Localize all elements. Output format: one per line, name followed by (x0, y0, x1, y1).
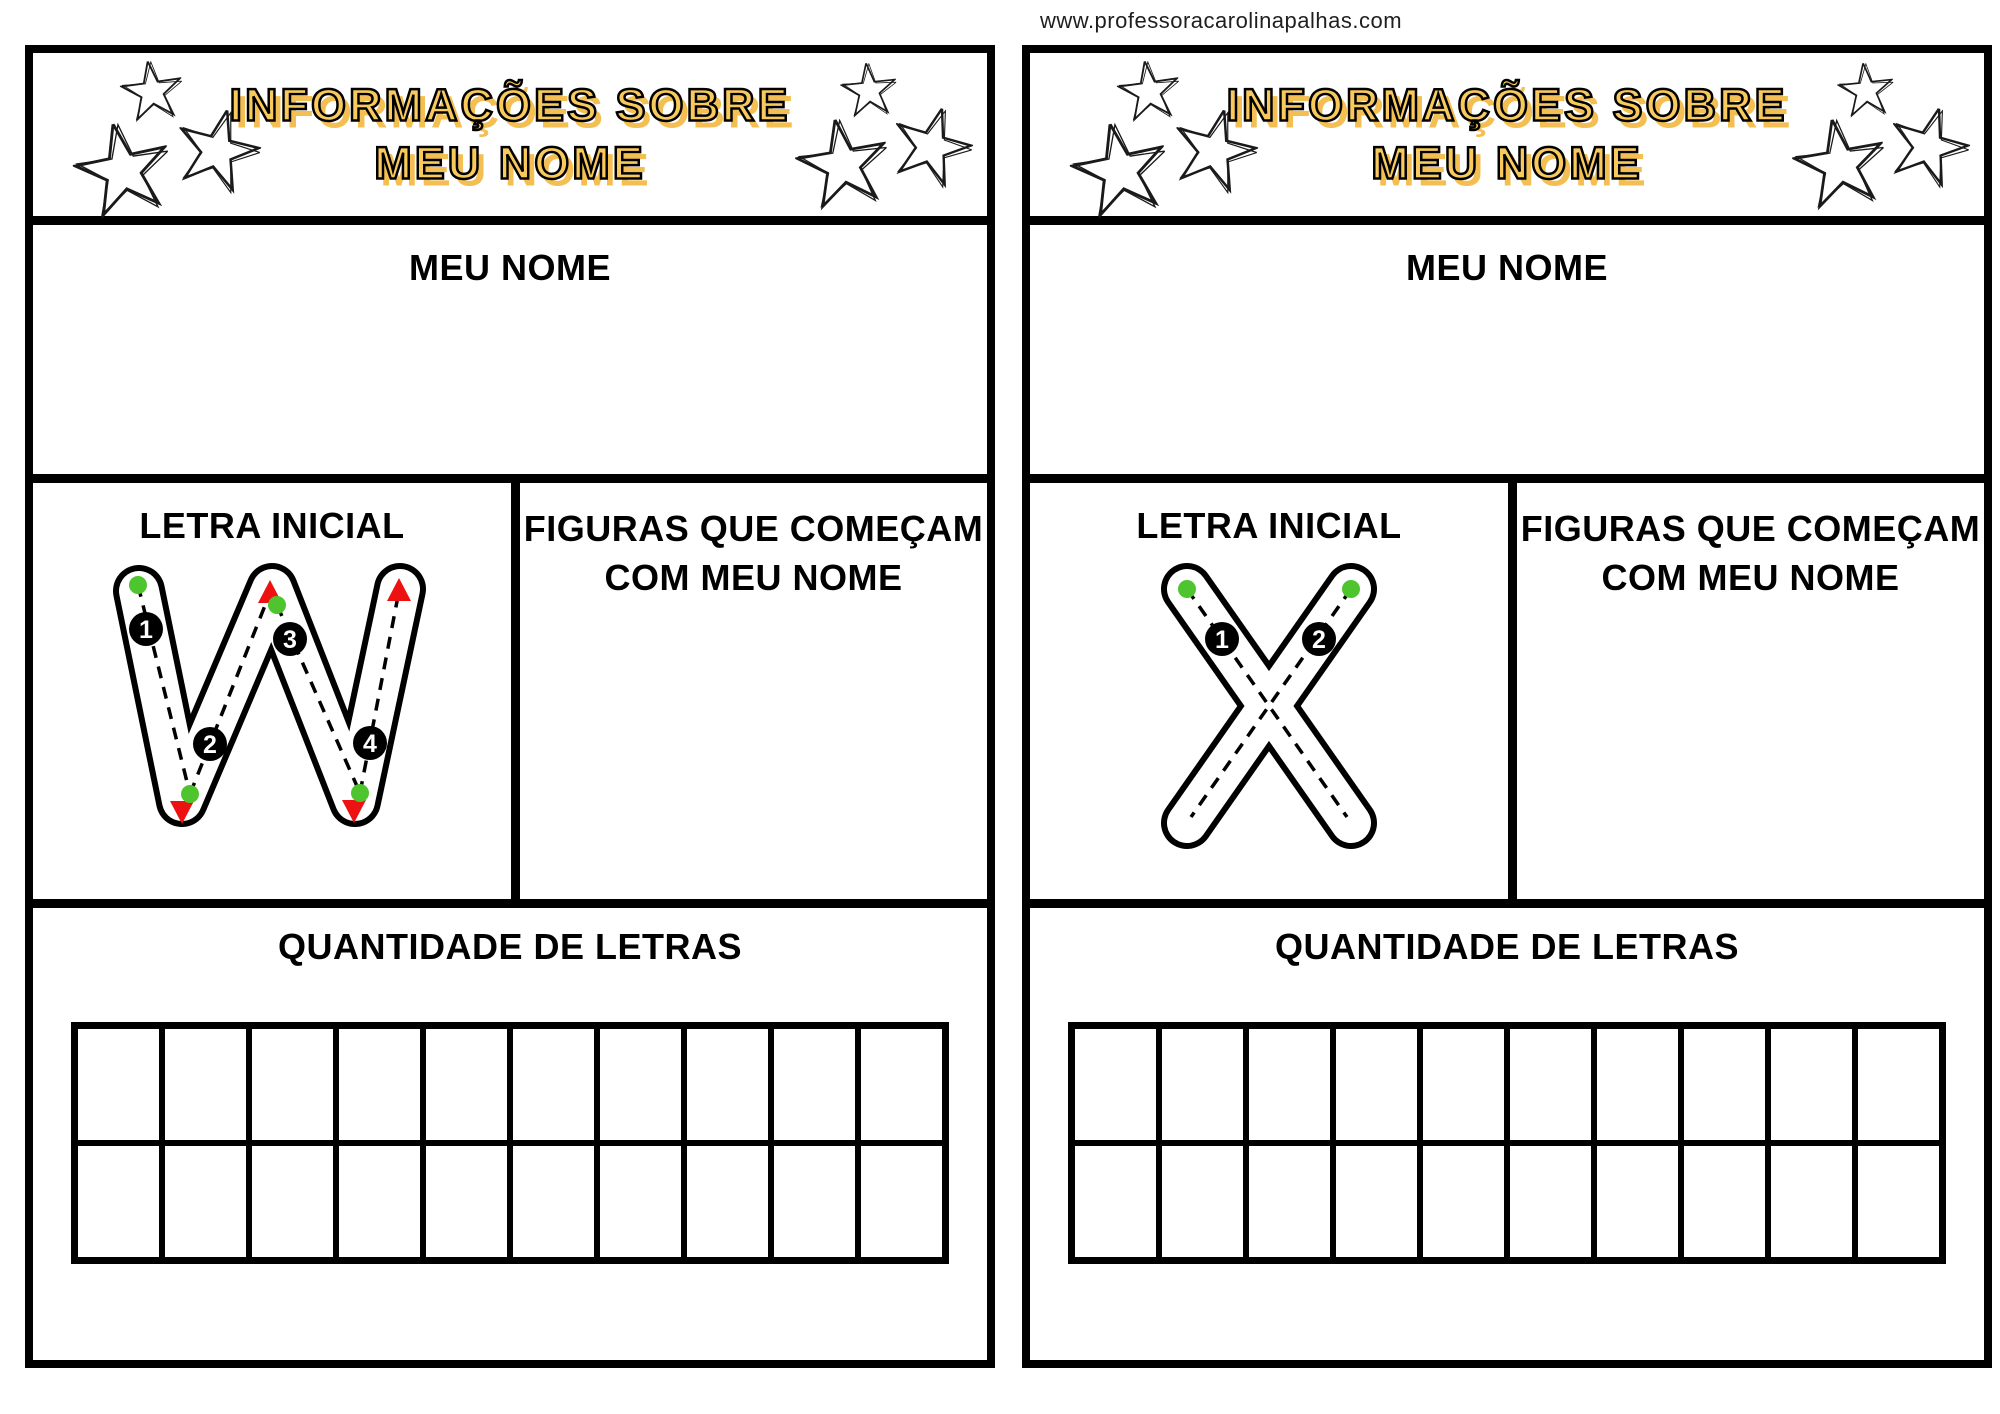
letter-count-cell (1420, 1026, 1507, 1143)
letter-count-cell (510, 1143, 597, 1260)
panel-title (229, 76, 790, 193)
website-watermark: www.professoracarolinapalhas.com (1040, 8, 1403, 33)
star-icon (66, 114, 180, 228)
stroke-number: 4 (363, 730, 377, 758)
star-icon (790, 112, 897, 219)
letter-count-cell (771, 1143, 858, 1260)
stroke-start-dot (181, 785, 199, 803)
middle-section (33, 483, 987, 908)
letter-count-cell (597, 1143, 684, 1260)
stroke-number: 2 (203, 731, 217, 759)
letter-count-section (1030, 908, 1984, 1350)
letter-count-cell (1072, 1143, 1159, 1260)
letter-count-cell (75, 1143, 162, 1260)
panel-header (33, 53, 987, 225)
figures-title (520, 505, 987, 602)
panel-title-line2: MEU NOME (1371, 137, 1643, 189)
letter-count-cell (249, 1026, 336, 1143)
letter-count-cell (684, 1026, 771, 1143)
middle-section (1030, 483, 1984, 908)
letter-count-cell (336, 1143, 423, 1260)
letter-count-cell (249, 1143, 336, 1260)
stroke-start-dot (129, 576, 147, 594)
letter-count-cell (1333, 1026, 1420, 1143)
figures-title-line1: FIGURAS QUE COMEÇAM (1520, 508, 1981, 549)
letter-count-cell (1855, 1143, 1942, 1260)
stroke-start-dot (1342, 580, 1360, 598)
letter-count-cell (1855, 1026, 1942, 1143)
letter-count-cell (1159, 1143, 1246, 1260)
letter-count-cell (1159, 1026, 1246, 1143)
letter-count-cell (858, 1026, 945, 1143)
stroke-number: 2 (1312, 626, 1326, 654)
letter-count-cell (1681, 1026, 1768, 1143)
stroke-start-dot (1178, 580, 1196, 598)
letter-count-title: QUANTIDADE DE LETRAS (1274, 926, 1739, 967)
figures-title-line1: FIGURAS QUE COMEÇAM (523, 508, 984, 549)
worksheet-panel-w (25, 45, 995, 1368)
letter-count-cell (771, 1026, 858, 1143)
figures-title-line2: COM MEU NOME (604, 556, 903, 598)
stars-right-group (773, 53, 987, 225)
star-icon (1787, 112, 1894, 219)
letter-count-cell (162, 1026, 249, 1143)
letter-count-cell (1333, 1143, 1420, 1260)
initial-letter-title: LETRA INICIAL (139, 505, 405, 546)
panel-title-line1: INFORMAÇÕES SOBRE (1226, 79, 1788, 130)
letter-count-cell (597, 1026, 684, 1143)
letter-count-cell (1768, 1143, 1855, 1260)
letter-count-grid (71, 1022, 949, 1264)
letter-count-cell (510, 1026, 597, 1143)
letter-count-cell (1507, 1143, 1594, 1260)
stroke-number: 3 (283, 626, 297, 654)
worksheet-panel-x (1022, 45, 1992, 1368)
star-icon (1063, 114, 1177, 228)
stroke-number: 1 (1215, 626, 1229, 654)
letter-count-cell (684, 1143, 771, 1260)
letter-count-cell (1594, 1143, 1681, 1260)
letter-count-cell (1507, 1026, 1594, 1143)
letter-count-cell (1420, 1143, 1507, 1260)
stroke-start-dot (268, 596, 286, 614)
my-name-title: MEU NOME (1406, 247, 1608, 288)
my-name-title: MEU NOME (409, 247, 611, 288)
letter-count-cell (423, 1026, 510, 1143)
letter-count-section (33, 908, 987, 1350)
letter-count-grid (1068, 1022, 1946, 1264)
letter-count-cell (336, 1026, 423, 1143)
letter-count-cell (1594, 1026, 1681, 1143)
letter-count-cell (1246, 1143, 1333, 1260)
figures-section (1517, 483, 1984, 899)
letter-count-cell (75, 1026, 162, 1143)
my-name-section (33, 225, 987, 483)
stars-right-group (1770, 53, 1984, 225)
initial-letter-title: LETRA INICIAL (1136, 505, 1402, 546)
initial-letter-section (1030, 483, 1517, 899)
figures-title (1517, 505, 1984, 602)
panel-title-line2: MEU NOME (374, 137, 646, 189)
panel-header (1030, 53, 1984, 225)
stroke-number: 1 (139, 616, 153, 644)
figures-title-line2: COM MEU NOME (1601, 556, 1900, 598)
letter-count-cell (1768, 1026, 1855, 1143)
panel-title (1226, 76, 1787, 193)
letter-count-cell (1246, 1026, 1333, 1143)
initial-letter-section (33, 483, 520, 899)
letter-count-cell (423, 1143, 510, 1260)
traceable-letter-w (112, 561, 432, 861)
letter-count-cell (162, 1143, 249, 1260)
panel-title-line1: INFORMAÇÕES SOBRE (229, 79, 791, 130)
letter-count-cell (1072, 1026, 1159, 1143)
letter-count-cell (1681, 1143, 1768, 1260)
figures-section (520, 483, 987, 899)
letter-count-title: QUANTIDADE DE LETRAS (277, 926, 742, 967)
traceable-letter-x (1159, 561, 1379, 851)
stroke-start-dot (351, 784, 369, 802)
letter-count-cell (858, 1143, 945, 1260)
my-name-section (1030, 225, 1984, 483)
